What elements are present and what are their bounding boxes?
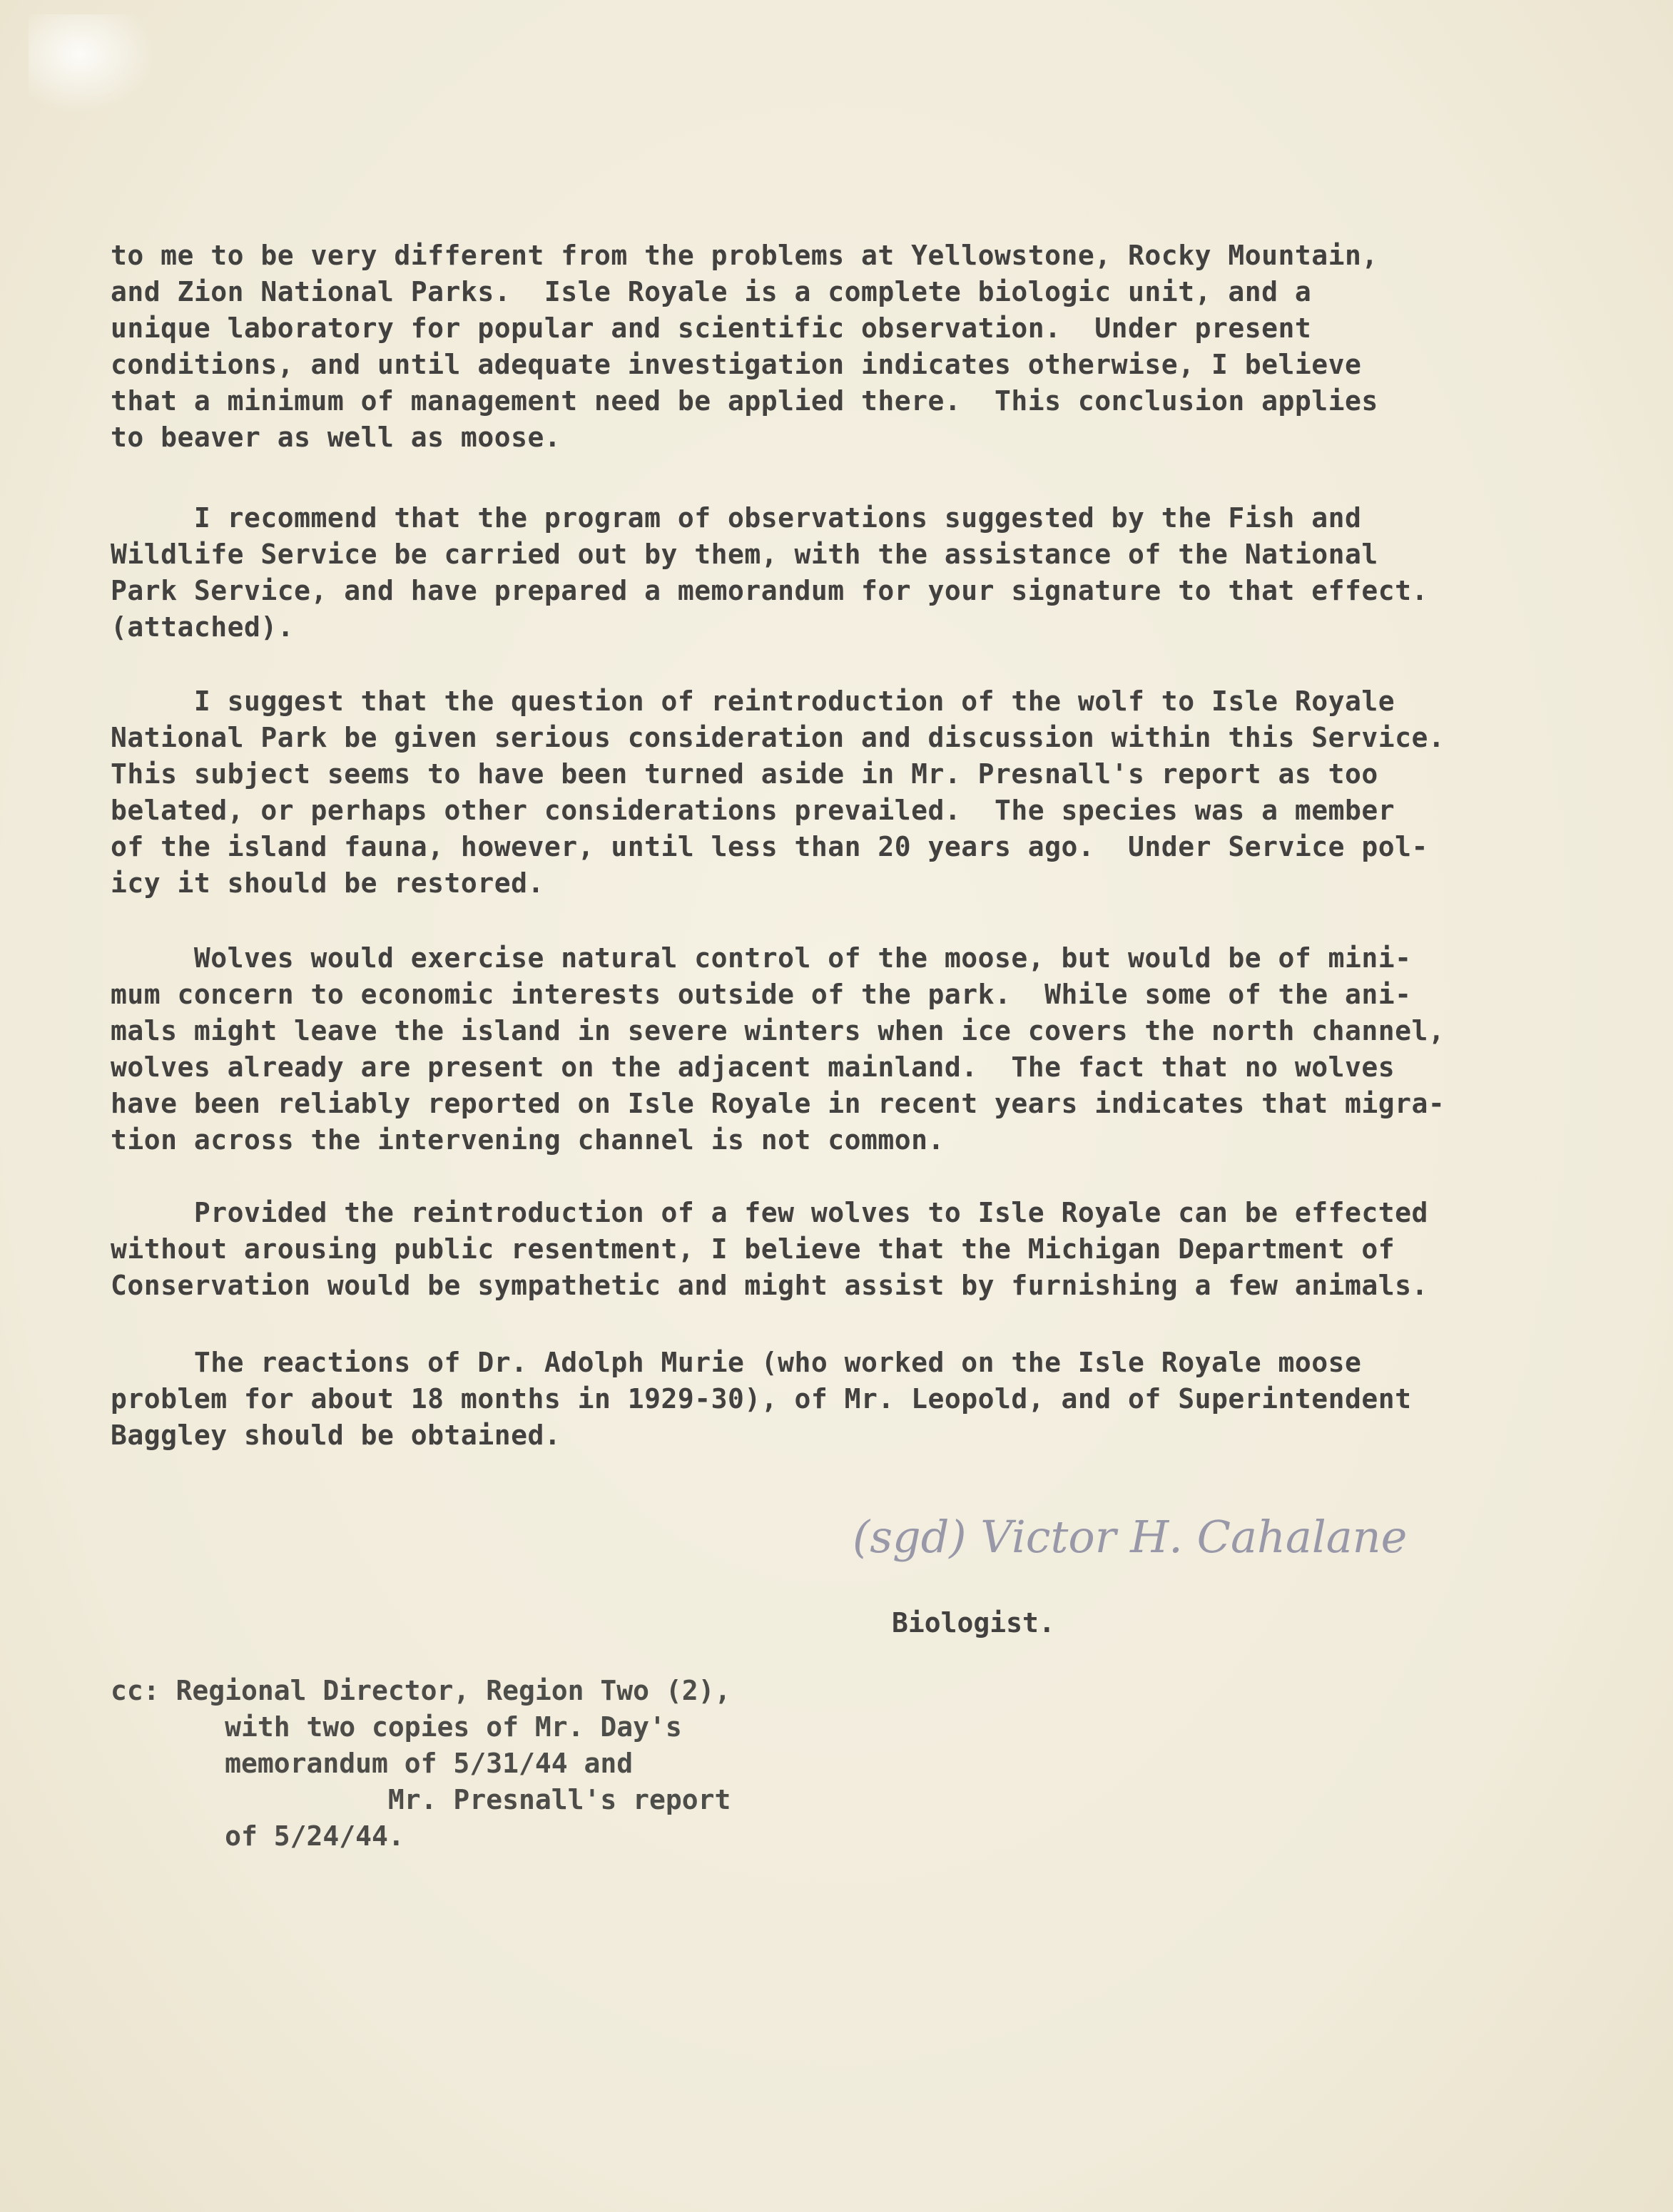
cc-block: cc: Regional Director, Region Two (2), with two copies of Mr. Day's memorandum of 5/31/44 and Mr. Presnall's report of 5/24/44. xyxy=(111,1675,731,1852)
signer-title: Biologist. xyxy=(892,1607,1055,1638)
paragraph-1: to me to be very different from the problems at Yellowstone, Rocky Mountain, and Zion National Parks. Isle Royale is a complete biologic unit, and a unique laboratory for popular and scientific observation. Under present conditions, and until adequate investigation indicates otherwise, I believe that a minimum of management need be applied there. This conclusion applies to beaver as well as moose. xyxy=(111,240,1378,453)
paragraph-2: I recommend that the program of observations suggested by the Fish and Wildlife Service be carried out by them, with the assistance of the National Park Service, and have prepared a memorandum for your signature to that effect. (attached). xyxy=(111,502,1428,643)
paper-smudge xyxy=(29,14,157,114)
paragraph-5: Provided the reintroduction of a few wolves to Isle Royale can be effected without arousing public resentment, I believe that the Michigan Department of Conservation would be sympathetic and might assist by furnishing a few animals. xyxy=(111,1197,1428,1301)
handwritten-signature: (sgd) Victor H. Cahalane xyxy=(853,1511,1408,1563)
paragraph-6: The reactions of Dr. Adolph Murie (who worked on the Isle Royale moose problem for about 18 months in 1929-30), of Mr. Leopold, and of Superintendent Baggley should be obtained. xyxy=(111,1347,1412,1451)
paragraph-3: I suggest that the question of reintroduction of the wolf to Isle Royale National Park be given serious consideration and discussion within this Service. This subject seems to have been turned aside in Mr. Presnall's report as too belated, or perhaps other considerations prevailed. The species was a member of the island fauna, however, until less than 20 years ago. Under Service pol- icy it should be restored. xyxy=(111,685,1445,899)
paragraph-4: Wolves would exercise natural control of the moose, but would be of mini- mum concern to economic interests outside of the park. While some of the ani- mals might leave the island in severe winters when ice covers the north channel, wolves already are present on the adjacent mainland. The fact that no wolves have been reliably reported on Isle Royale in recent years indicates that migra- tion across the intervening channel is not common. xyxy=(111,942,1445,1156)
